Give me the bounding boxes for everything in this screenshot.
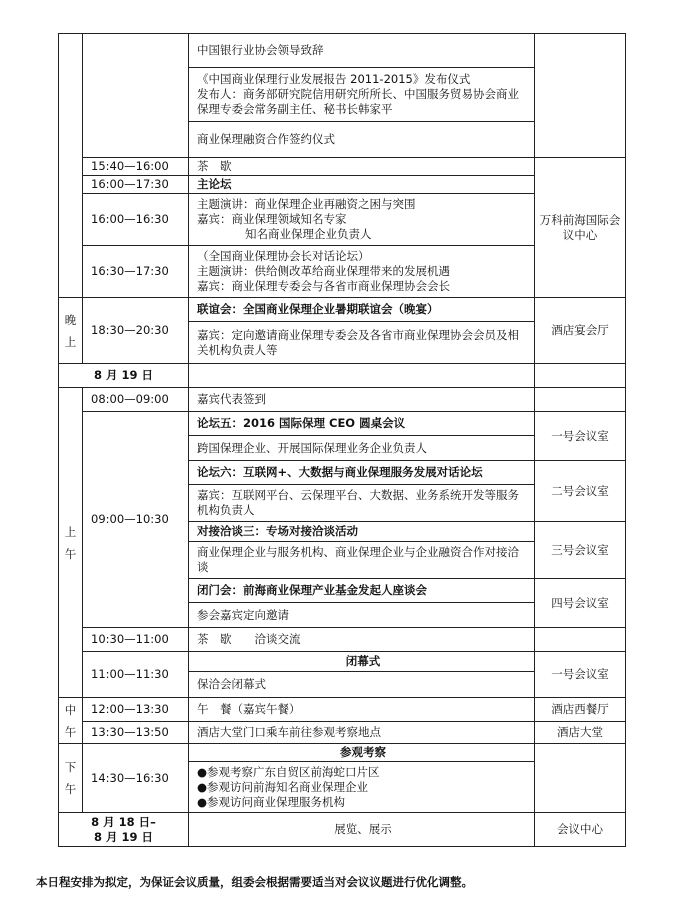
agenda-cell: 闭幕式	[189, 652, 535, 672]
agenda-line: 嘉宾：商业保理专委会与各省市商业保理协会会长	[197, 279, 450, 293]
agenda-cell: 商业保理企业与服务机构、商业保理企业与企业融资合作对接洽谈	[189, 542, 535, 579]
time-cell: 08:00—09:00	[83, 388, 189, 412]
venue-cell-empty	[535, 34, 626, 158]
table-row	[59, 628, 626, 652]
venue-cell: 一号会议室	[535, 412, 626, 461]
period-char: 上	[64, 524, 77, 539]
agenda-line: ●参观访问商业保理服务机构	[197, 794, 346, 809]
table-row	[59, 698, 626, 722]
venue-cell: 酒店大堂	[535, 722, 626, 744]
venue-cell: 万科前海国际会议中心	[535, 158, 626, 298]
table-row	[59, 412, 626, 436]
date-line: 8 月 19 日	[93, 829, 154, 844]
agenda-cell	[189, 762, 535, 813]
agenda-line: ●参观访问前海知名商业保理企业	[197, 779, 369, 794]
period-char: 午	[64, 546, 77, 561]
venue-cell-empty	[535, 744, 626, 813]
date-line: 8 月 18 日–	[91, 814, 156, 829]
venue-cell-empty	[535, 628, 626, 652]
agenda-cell: 论坛六：互联网+、大数据与商业保理服务发展对话论坛	[189, 461, 535, 485]
agenda-cell: 参会嘉宾定向邀请	[189, 603, 535, 628]
agenda-line: 发布人：商务部研究院信用研究所所长、中国服务贸易协会商业保理专委会常务副主任、秘书长韩家平	[197, 87, 519, 116]
table-row	[59, 364, 626, 388]
table-row	[59, 813, 626, 847]
agenda-cell: 酒店大堂门口乘车前往参观考察地点	[189, 722, 535, 744]
period-morning	[59, 388, 83, 698]
table-row	[59, 652, 626, 672]
venue-cell: 三号会议室	[535, 522, 626, 579]
period-afternoon	[59, 744, 83, 813]
period-char: 晚	[64, 312, 77, 327]
venue-cell-empty	[535, 388, 626, 412]
venue-cell: 一号会议室	[535, 652, 626, 698]
agenda-cell: 商业保理融资合作签约仪式	[189, 122, 535, 158]
time-cell: 11:00—11:30	[83, 652, 189, 698]
agenda-cell: 嘉宾：定向邀请商业保理专委会及各省市商业保理协会会员及相关机构负责人等	[189, 322, 535, 364]
agenda-cell: 午 餐（嘉宾午餐）	[189, 698, 535, 722]
agenda-line: 《中国商业保理行业发展报告 2011-2015》发布仪式	[197, 72, 471, 86]
agenda-cell	[189, 68, 535, 122]
venue-cell: 二号会议室	[535, 461, 626, 522]
venue-cell-empty	[535, 364, 626, 388]
agenda-line: ●参观考察广东自贸区前海蛇口片区	[197, 764, 380, 779]
time-cell: 14:30—16:30	[83, 744, 189, 813]
table-row	[59, 722, 626, 744]
time-cell: 10:30—11:00	[83, 628, 189, 652]
agenda-cell-empty	[189, 364, 535, 388]
time-cell: 15:40—16:00	[83, 158, 189, 176]
agenda-cell: 嘉宾：互联网平台、云保理平台、大数据、业务系统开发等服务机构负责人	[189, 485, 535, 522]
date-range-cell	[59, 813, 189, 847]
agenda-line: （全国商业保理协会长对话论坛）	[197, 249, 370, 263]
agenda-cell: 中国银行业协会领导致辞	[189, 34, 535, 68]
agenda-cell: 闭门会：前海商业保理产业基金发起人座谈会	[189, 579, 535, 603]
agenda-cell: 茶 歇	[189, 158, 535, 176]
venue-cell: 酒店宴会厅	[535, 298, 626, 364]
table-row	[59, 744, 626, 762]
schedule-table	[58, 33, 626, 847]
date-cell: 8 月 19 日	[59, 364, 189, 388]
agenda-cell	[189, 246, 535, 298]
footnote: 本日程安排为拟定，为保证会议质量，组委会根据需要适当对会议议题进行优化调整。	[36, 875, 473, 889]
time-cell: 16:00—16:30	[83, 194, 189, 246]
time-cell: 09:00—10:30	[83, 412, 189, 628]
time-cell-empty	[83, 34, 189, 158]
venue-cell: 酒店西餐厅	[535, 698, 626, 722]
agenda-cell: 茶 歇 洽谈交流	[189, 628, 535, 652]
period-evening	[59, 298, 83, 364]
time-cell: 18:30—20:30	[83, 298, 189, 364]
time-cell: 12:00—13:30	[83, 698, 189, 722]
table-row	[59, 298, 626, 322]
table-row	[59, 158, 626, 176]
agenda-line: 主题演讲：商业保理企业再融资之困与突围	[197, 197, 416, 211]
time-cell: 16:00—17:30	[83, 176, 189, 194]
agenda-cell	[189, 194, 535, 246]
table-row	[59, 34, 626, 68]
agenda-cell: 主论坛	[189, 176, 535, 194]
period-char: 午	[64, 782, 77, 796]
period-char: 上	[64, 334, 77, 349]
period-noon	[59, 698, 83, 744]
agenda-cell: 论坛五：2016 国际保理 CEO 圆桌会议	[189, 412, 535, 436]
period-char: 中	[64, 702, 77, 717]
agenda-cell: 展览、展示	[189, 813, 535, 847]
period-char: 下	[64, 760, 77, 774]
venue-cell: 四号会议室	[535, 579, 626, 628]
agenda-cell: 嘉宾代表签到	[189, 388, 535, 412]
agenda-cell: 参观考察	[189, 744, 535, 762]
agenda-cell: 跨国保理企业、开展国际保理业务企业负责人	[189, 436, 535, 461]
agenda-line: 主题演讲：供给侧改革给商业保理带来的发展机遇	[197, 264, 450, 278]
agenda-cell: 对接洽谈三：专场对接洽谈活动	[189, 522, 535, 542]
time-cell: 13:30—13:50	[83, 722, 189, 744]
agenda-line: 知名商业保理企业负责人	[245, 227, 372, 241]
table-row	[59, 388, 626, 412]
agenda-cell: 联谊会：全国商业保理企业暑期联谊会（晚宴）	[189, 298, 535, 322]
agenda-cell: 保洽会闭幕式	[189, 672, 535, 698]
venue-cell: 会议中心	[535, 813, 626, 847]
period-char: 午	[64, 724, 77, 739]
agenda-line: 嘉宾：商业保理领域知名专家	[197, 212, 347, 226]
time-cell: 16:30—17:30	[83, 246, 189, 298]
period-cell-empty	[59, 34, 83, 298]
